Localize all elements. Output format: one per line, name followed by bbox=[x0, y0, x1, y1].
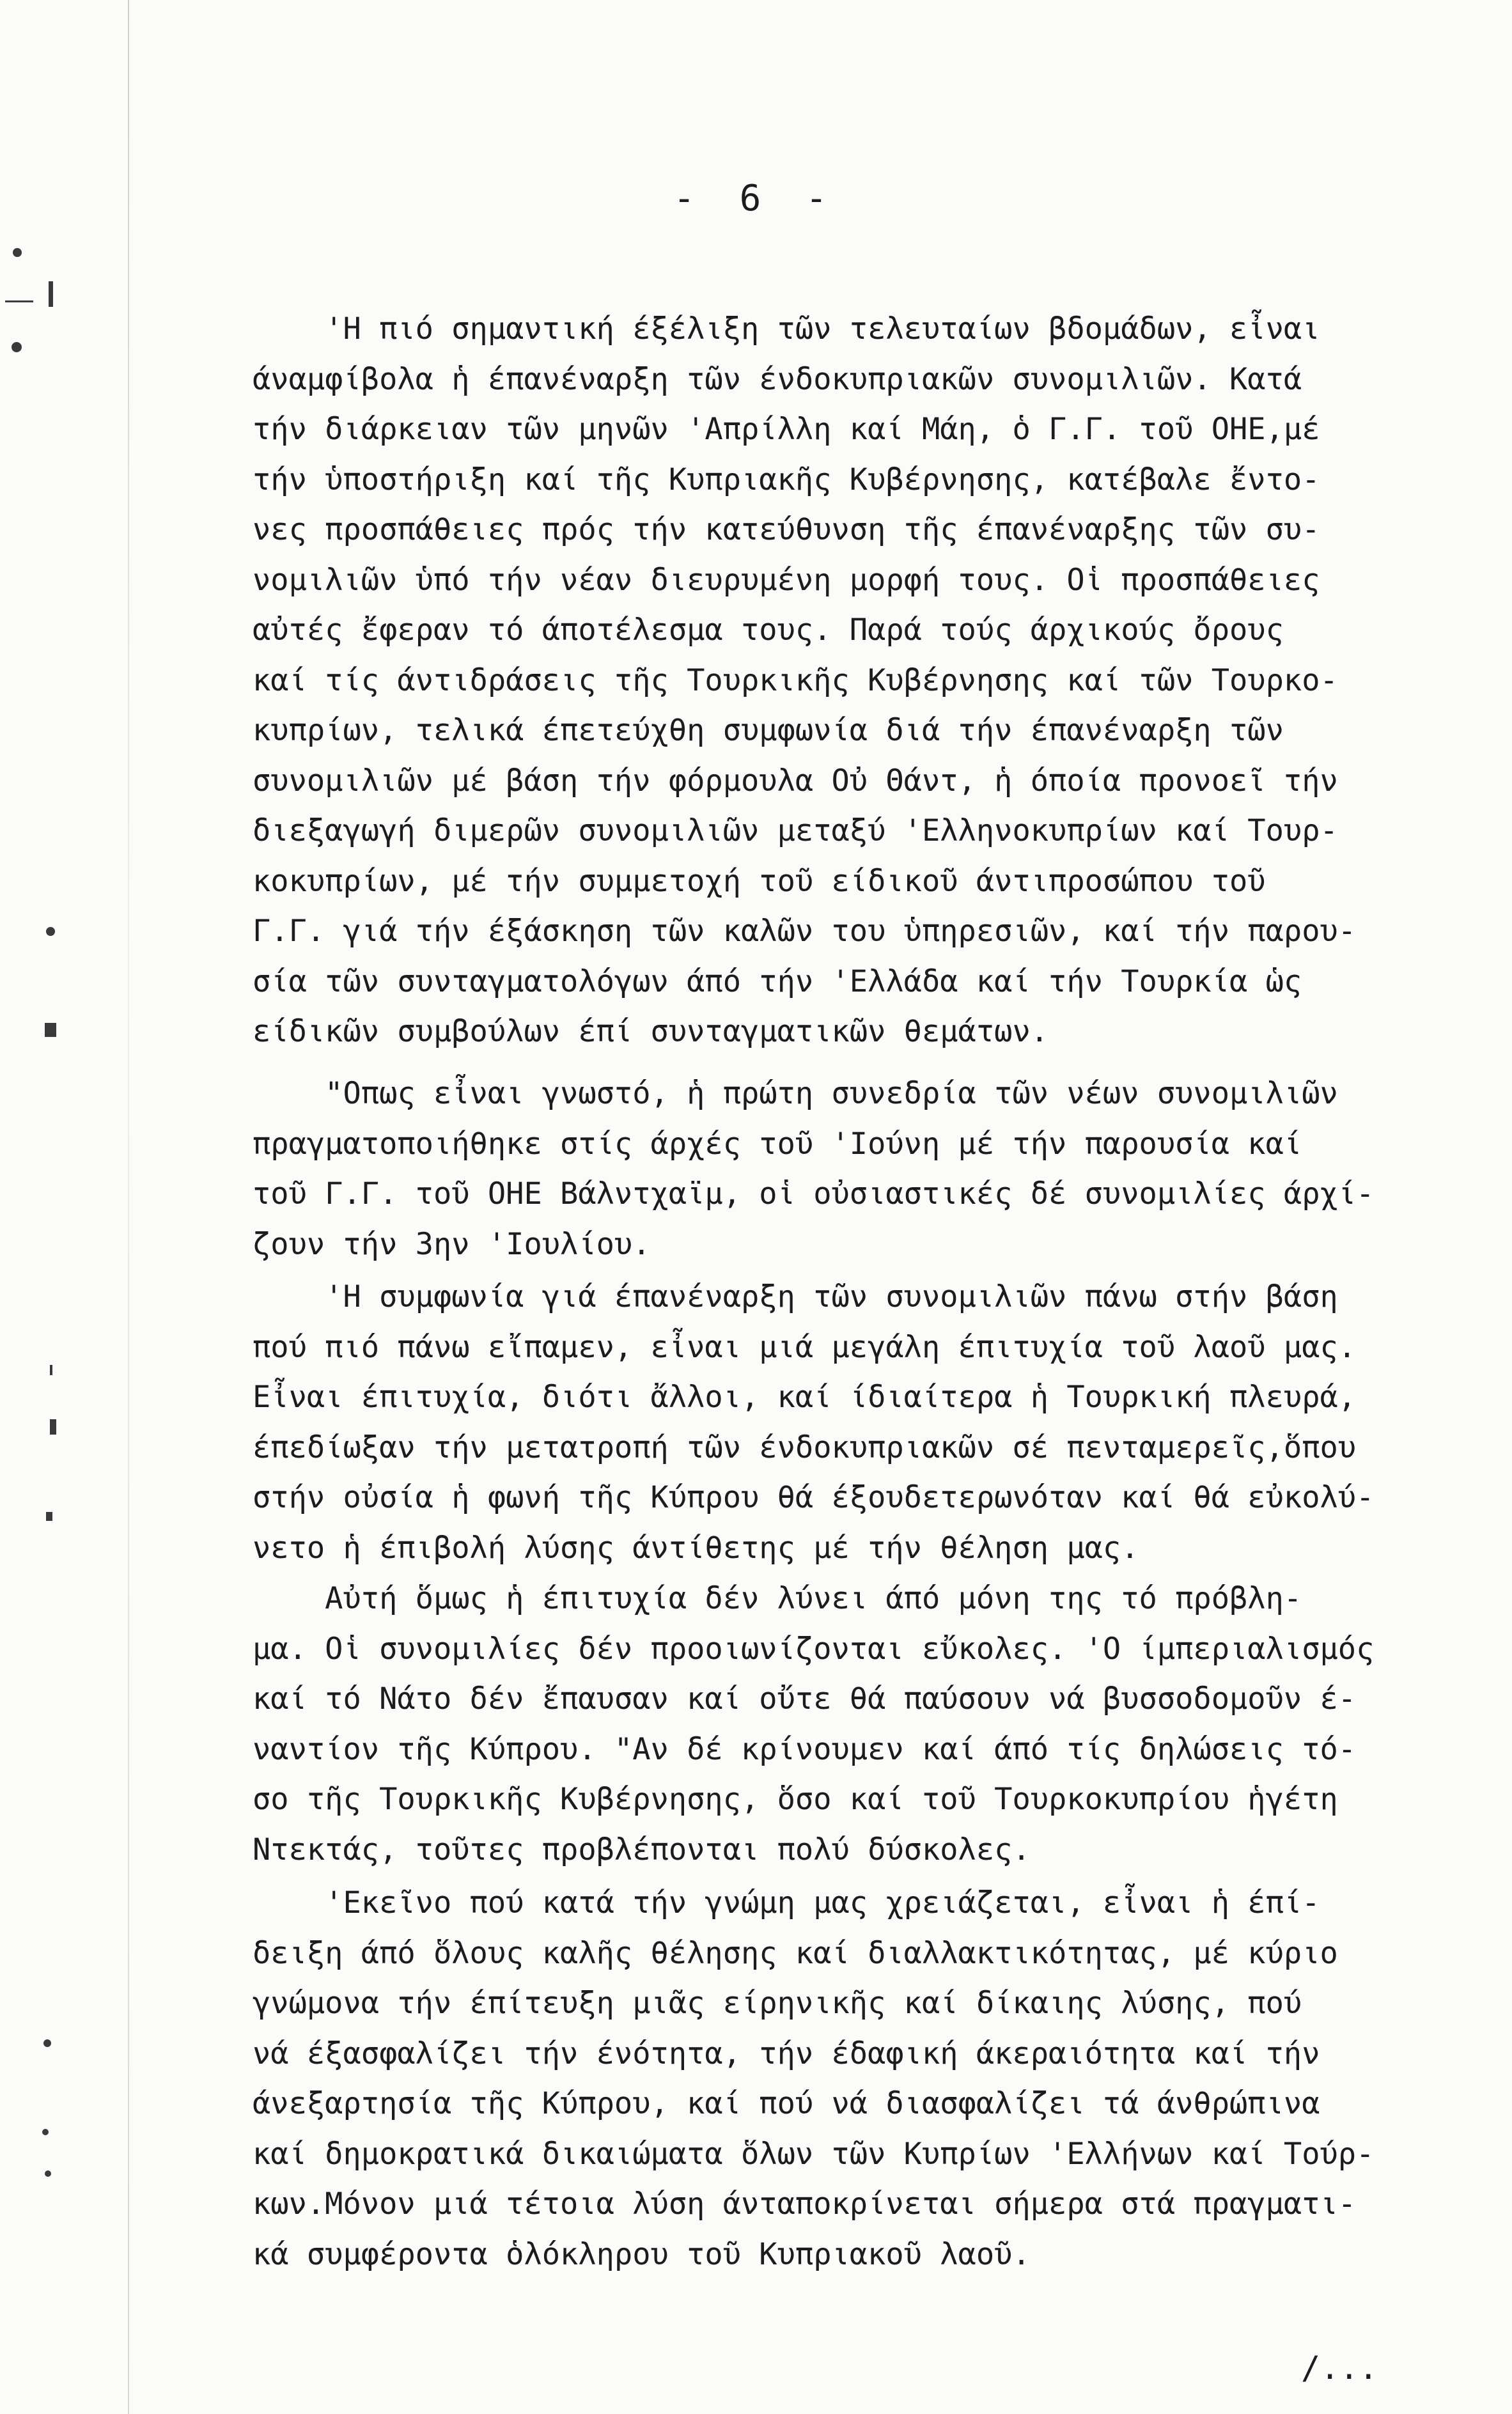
continuation-mark: /... bbox=[1301, 2349, 1378, 2387]
text-line: δειξη άπό ὅλους καλῆς θέλησης καί διαλλακτικότητας, μέ κύριο bbox=[253, 1935, 1338, 1971]
margin-mark bbox=[13, 248, 22, 257]
margin-mark bbox=[46, 927, 55, 936]
text-line: κυπρίων, τελικά έπετεύχθη συμφωνία διά τήν έπανέναρξη τῶν bbox=[253, 713, 1284, 748]
margin-mark bbox=[12, 342, 22, 352]
text-line: νες προσπάθειες πρός τήν κατεύθυνση τῆς έπανέναρξης τῶν συ- bbox=[253, 512, 1320, 547]
text-line: κων.Μόνον μιά τέτοια λύση άνταποκρίνεται σήμερα στά πραγματι- bbox=[253, 2186, 1357, 2222]
text-line: έπεδίωξαν τήν μετατροπή τῶν ένδοκυπριακῶν σέ πενταμερεῖς,ὅπου bbox=[253, 1429, 1357, 1465]
text-line: καί τό Νάτο δέν ἔπαυσαν καί οὔτε θά παύσουν νά βυσσοδομοῦν έ- bbox=[253, 1681, 1357, 1717]
margin-mark bbox=[49, 281, 53, 307]
text-line: στήν οὐσία ἡ φωνή τῆς Κύπρου θά έξουδετερωνόταν καί θά εὐκολύ- bbox=[253, 1480, 1375, 1515]
text-line: νά έξασφαλίζει τήν ένότητα, τήν έδαφική άκεραιότητα καί τήν bbox=[253, 2036, 1320, 2071]
text-line: 'Η συμφωνία γιά έπανέναρξη τῶν συνομιλιῶν πάνω στήν βάση bbox=[253, 1279, 1338, 1314]
margin-mark bbox=[45, 2170, 51, 2177]
text-line: Ντεκτάς, τοῦτες προβλέπονται πολύ δύσκολες. bbox=[253, 1832, 1031, 1867]
text-line: Αὐτή ὅμως ἡ έπιτυχία δέν λύνει άπό μόνη της τό πρόβλη- bbox=[253, 1581, 1302, 1616]
text-line: αὐτές ἔφεραν τό άποτέλεσμα τους. Παρά τούς άρχικούς ὄρους bbox=[253, 612, 1284, 648]
text-line: 'Η πιό σημαντική έξέλιξη τῶν τελευταίων βδομάδων, εἶναι bbox=[253, 311, 1320, 347]
text-line: ναντίον τῆς Κύπρου. "Αν δέ κρίνουμεν καί άπό τίς δηλώσεις τό- bbox=[253, 1731, 1357, 1767]
margin-mark bbox=[46, 1512, 52, 1521]
page-number: - 6 - bbox=[673, 178, 839, 219]
text-line: νομιλιῶν ὑπό τήν νέαν διευρυμένη μορφή τους. Οἱ προσπάθειες bbox=[253, 562, 1320, 598]
text-line: κοκυπρίων, μέ τήν συμμετοχή τοῦ είδικοῦ άντιπροσώπου τοῦ bbox=[253, 863, 1266, 899]
margin-mark bbox=[50, 1419, 56, 1435]
text-line: καί δημοκρατικά δικαιώματα ὅλων τῶν Κυπρίων 'Ελλήνων καί Τούρ- bbox=[253, 2136, 1375, 2172]
text-line: τοῦ Γ.Γ. τοῦ ΟΗΕ Βάλντχαϊμ, οἱ οὐσιαστικές δέ συνομιλίες άρχί- bbox=[253, 1176, 1375, 1211]
paragraph bbox=[253, 1574, 1454, 1875]
margin-mark bbox=[5, 300, 33, 302]
paragraph bbox=[253, 1069, 1454, 1270]
text-line: είδικῶν συμβούλων έπί συνταγματικῶν θεμάτων. bbox=[253, 1014, 1049, 1049]
text-line: μα. Οἱ συνομιλίες δέν προοιωνίζονται εὔκολες. 'Ο ίμπεριαλισμός bbox=[253, 1631, 1375, 1667]
text-line: "Οπως εἶναι γνωστό, ἡ πρώτη συνεδρία τῶν νέων συνομιλιῶν bbox=[253, 1076, 1338, 1111]
text-line: διεξαγωγή διμερῶν συνομιλιῶν μεταξύ 'Ελληνοκυπρίων καί Τουρ- bbox=[253, 813, 1338, 848]
text-line: άναμφίβολα ἡ έπανέναρξη τῶν ένδοκυπριακῶν συνομιλιῶν. Κατά bbox=[253, 361, 1302, 397]
text-line: σο τῆς Τουρκικῆς Κυβέρνησης, ὅσο καί τοῦ Τουρκοκυπρίου ἡγέτη bbox=[253, 1782, 1338, 1817]
margin-mark bbox=[43, 2039, 51, 2047]
margin-mark bbox=[45, 1023, 56, 1037]
text-line: πού πιό πάνω εἴπαμεν, εἶναι μιά μεγάλη έπιτυχία τοῦ λαοῦ μας. bbox=[253, 1329, 1357, 1365]
text-line: κά συμφέροντα ὁλόκληρου τοῦ Κυπριακοῦ λαοῦ. bbox=[253, 2236, 1031, 2272]
text-line: γνώμονα τήν έπίτευξη μιᾶς είρηνικῆς καί δίκαιης λύσης, πού bbox=[253, 1986, 1302, 2021]
margin-mark bbox=[42, 2129, 49, 2135]
text-line: πραγματοποιήθηκε στίς άρχές τοῦ 'Ιούνη μέ τήν παρουσία καί bbox=[253, 1126, 1302, 1162]
margin-mark bbox=[50, 1365, 52, 1375]
text-line: ζουν τήν 3ην 'Ιουλίου. bbox=[253, 1226, 651, 1262]
text-line: Γ.Γ. γιά τήν έξάσκηση τῶν καλῶν του ὑπηρεσιῶν, καί τήν παρου- bbox=[253, 914, 1357, 949]
text-line: νετο ἡ έπιβολή λύσης άντίθετης μέ τήν θέληση μας. bbox=[253, 1530, 1139, 1566]
text-line: καί τίς άντιδράσεις τῆς Τουρκικῆς Κυβέρνησης καί τῶν Τουρκο- bbox=[253, 662, 1338, 698]
paragraph bbox=[253, 1878, 1454, 2280]
text-line: 'Εκεῖνο πού κατά τήν γνώμη μας χρειάζεται, εἶναι ἡ έπί- bbox=[253, 1885, 1320, 1920]
paragraph bbox=[253, 304, 1454, 1057]
text-line: σία τῶν συνταγματολόγων άπό τήν 'Ελλάδα καί τήν Τουρκία ὡς bbox=[253, 963, 1302, 999]
paragraph bbox=[253, 1272, 1454, 1573]
text-line: συνομιλιῶν μέ βάση τήν φόρμουλα Οὐ Θάντ, ἡ όποία προνοεῖ τήν bbox=[253, 763, 1338, 798]
binding-line bbox=[128, 0, 129, 2414]
text-line: τήν διάρκειαν τῶν μηνῶν 'Απρίλλη καί Μάη, ὁ Γ.Γ. τοῦ ΟΗΕ,μέ bbox=[253, 412, 1320, 447]
text-line: άνεξαρτησία τῆς Κύπρου, καί πού νά διασφαλίζει τά άνθρώπινα bbox=[253, 2086, 1320, 2121]
text-line: Εἶναι έπιτυχία, διότι ἄλλοι, καί ίδιαίτερα ἡ Τουρκική πλευρά, bbox=[253, 1380, 1357, 1415]
text-line: τήν ὑποστήριξη καί τῆς Κυπριακῆς Κυβέρνησης, κατέβαλε ἔντο- bbox=[253, 462, 1320, 497]
